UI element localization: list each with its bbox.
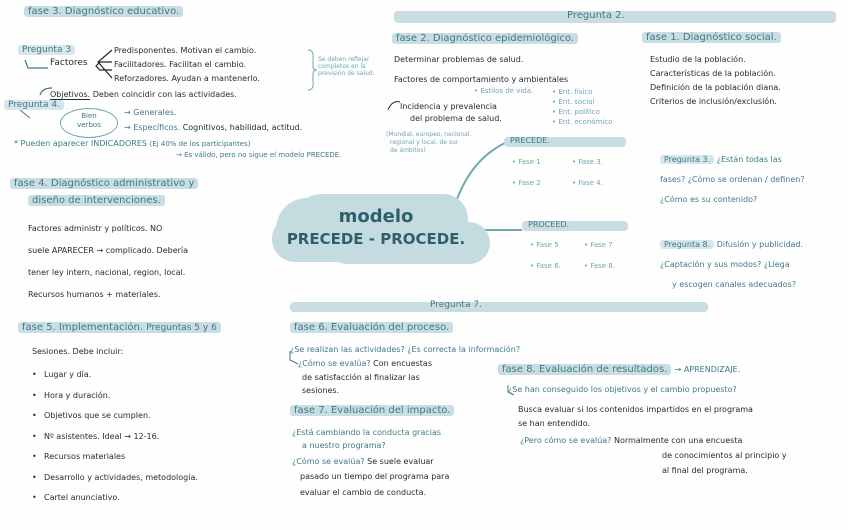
proceed-title: PROCEED.	[528, 220, 570, 229]
fase3-title: fase 3. Diagnóstico educativo.	[24, 6, 183, 17]
center-title-2: PRECEDE - PROCEDE.	[286, 230, 466, 248]
pregunta8: Pregunta 8. Difusión y publicidad. ¿Captación y sus modos? ¿Llega y escogen canales adecuados?	[660, 240, 804, 289]
indicadores-line: * Pueden aparecer INDICADORES (Ej 40% de los participantes)	[14, 139, 251, 148]
fase4-title-1: fase 4. Diagnóstico administrativo y	[10, 178, 198, 189]
factor-facilitadores: Facilitadores. Facilitan el cambio.	[114, 60, 247, 69]
especificos-line: → Específicos. Cognitivos, habilidad, actitud.	[124, 123, 303, 132]
fase5-item: • Hora y duración.	[32, 386, 198, 407]
fase8-a2b: de conocimientos al principio y	[662, 451, 787, 460]
pregunta4-label: Pregunta 4.	[4, 100, 64, 110]
proceed-fase7: • Fase 7	[584, 241, 613, 249]
fase7-q1: ¿Está cambiando la conducta gracias	[292, 428, 442, 437]
fase7-a2b: pasado un tiempo del programa para	[300, 472, 450, 481]
incidencia-2: del problema de salud.	[410, 114, 502, 123]
fase5-title: fase 5. Implementación. Preguntas 5 y 6	[18, 322, 221, 333]
proceed-fase6: • Fase 6.	[530, 262, 561, 270]
fase8-title: fase 8. Evaluación de resultados. → APRENDIZAJE.	[498, 364, 740, 375]
fase4-title-2: diseño de intervenciones.	[28, 195, 165, 206]
proceed-fase8: • Fase 8.	[584, 262, 615, 270]
fase5-item: • Recursos materiales	[32, 447, 198, 468]
precede-fase3: • Fase 3.	[572, 158, 603, 166]
ambito-social: • Ent. social	[552, 98, 595, 106]
fase5-list	[32, 365, 198, 509]
pregunta3-label: Pregunta 3	[18, 45, 75, 55]
fase1-item: Criterios de inclusión/exclusión.	[650, 97, 777, 106]
fase8-q1: ¿Se han conseguido los objetivos y el cambio propuesto?	[508, 385, 737, 394]
factores-label: Factores	[50, 58, 88, 68]
fase2-title: fase 2. Diagnóstico epidemiológico.	[392, 33, 578, 44]
center-title-1: modelo	[338, 206, 414, 227]
precede-fase2: • Fase 2	[512, 179, 541, 187]
fase6-q1: ¿Se realizan las actividades? ¿Es correcta la información?	[290, 345, 521, 354]
objetivos-line: Objetivos. Deben coincidir con las actividades.	[50, 90, 237, 99]
pregunta7-bar	[290, 302, 708, 312]
fase1-item: Definición de la población diana.	[650, 83, 781, 92]
fase8-a1b: se han entendido.	[518, 419, 591, 428]
bien-verbos: Bien verbos	[77, 112, 101, 129]
fase6-a2b: de satisfacción al finalizar las	[302, 373, 420, 382]
incidencia-1: Incidencia y prevalencia	[400, 102, 497, 111]
pregunta3-right: Pregunta 3. ¿Están todas las fases? ¿Cómo se ordenan / definen? ¿Cómo es su contenido?	[660, 155, 805, 204]
fase8-a2c: al final del programa.	[662, 466, 748, 475]
fase2-line1: Determinar problemas de salud.	[394, 55, 524, 64]
fase5-item: • Objetivos que se cumplen.	[32, 406, 198, 427]
estilos-vida: • Estilos de vida.	[474, 87, 534, 95]
fase2-line2: Factores de comportamiento y ambientales	[394, 75, 569, 84]
fase6-q2: ¿Cómo se evalúa? Con encuestas	[298, 359, 432, 368]
fase8-a1: Busca evaluar si los contenidos impartidos en el programa	[518, 405, 753, 414]
ambito-politico: • Ent. político	[552, 108, 600, 116]
proceed-fase5: • Fase 5	[530, 241, 559, 249]
precede-title: PRECEDE.	[510, 136, 550, 145]
fase4-text: Factores administr y políticos. NO suele APARECER → complicado. Debería tener ley intern, nacional, region, local. Recursos humanos + materiales.	[28, 224, 189, 299]
precede-fase4: • Fase 4.	[572, 179, 603, 187]
fase5-item: • Nº asistentes. Ideal → 12-16.	[32, 427, 198, 448]
fase1-list	[650, 53, 781, 109]
ambito-economico: • Ent. económico	[552, 118, 613, 126]
precede-fase1: • Fase 1	[512, 158, 541, 166]
fase5-item: • Desarrollo y actividades, metodología.	[32, 468, 198, 489]
fase5-item: • Lugar y día.	[32, 365, 198, 386]
fase7-a2c: evaluar el cambio de conducta.	[300, 488, 427, 497]
brace-note: Se deben reflejar completos en la previsión de salud.	[318, 56, 375, 77]
fase1-title: fase 1. Diagnóstico social.	[642, 32, 781, 43]
factor-predisponentes: Predisponentes. Motivan el cambio.	[114, 46, 257, 55]
generales: → Generales.	[124, 108, 177, 117]
fase6-title: fase 6. Evaluación del proceso.	[290, 322, 453, 333]
indicadores-note2: → Es válido, pero no sigue el modelo PRECEDE.	[176, 151, 342, 159]
fase1-item: Características de la población.	[650, 69, 776, 78]
fase5-item: • Cartel anunciativo.	[32, 488, 198, 509]
fase5-intro: Sesiones. Debe incluir:	[32, 347, 124, 356]
pregunta7-label: Pregunta 7.	[430, 300, 482, 310]
fase8-q2: ¿Pero cómo se evalúa? Normalmente con una encuesta	[520, 436, 743, 445]
pregunta2-label: Pregunta 2.	[567, 10, 625, 21]
fase7-title: fase 7. Evaluación del impacto.	[290, 405, 454, 416]
fase7-q1b: a nuestro programa?	[302, 441, 386, 450]
ambito-fisico: • Ent. físico	[552, 88, 593, 96]
fase1-item: Estudio de la población.	[650, 55, 746, 64]
factor-reforzadores: Reforzadores. Ayudan a mantenerlo.	[114, 74, 260, 83]
fase7-q2: ¿Cómo se evalúa? Se suele evaluar	[292, 457, 434, 466]
fase6-a2c: sesiones.	[302, 386, 340, 395]
ambitos-note: (Mundial, europeo, nacional, regional y local, de sur de ámbitos)	[386, 131, 472, 154]
